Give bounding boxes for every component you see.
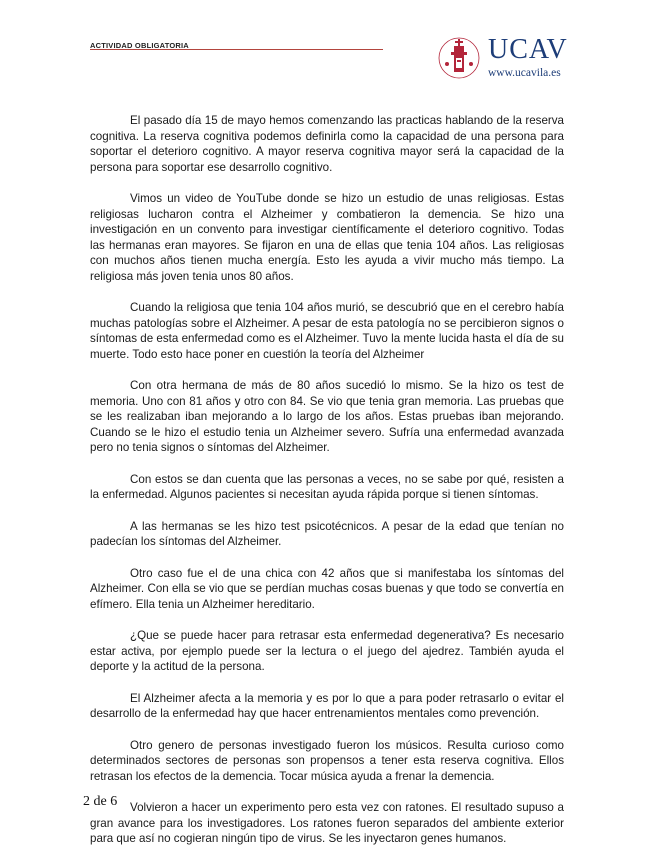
paragraph: Otro caso fue el de una chica con 42 años que si manifestaba los síntomas del Alzheimer. Con ella se vio que se perdían muchas cosas buenas y que todo se convertía en efímero. Ella tenia un Alzheimer hereditario. [90, 566, 564, 611]
paragraph: El pasado día 15 de mayo hemos comenzando las practicas hablando de la reserva cognitiva. La reserva cognitiva podemos definirla como la capacidad de una persona para soportar el deterioro cognitivo. A mayor reserva cognitiva mayor será la capacidad de la persona para soportar ese desarrollo cognitivo. [90, 114, 564, 174]
paragraph: A las hermanas se les hizo test psicotécnicos. A pesar de la edad que tenían no padecían los síntomas del Alzheimer. [90, 519, 564, 548]
paragraph: Volvieron a hacer un experimento pero esta vez con ratones. El resultado supuso a gran avance para los investigadores. Los ratones fueron separados del ambiente exterior para que así no cogieran ningún tipo de virus. Se les inyectaron genes humanos. [90, 801, 564, 845]
university-logo [437, 32, 577, 86]
header-label: ACTIVIDAD OBLIGATORIA [90, 41, 189, 50]
paragraph: ¿Que se puede hacer para retrasar esta enfermedad degenerativa? Es necesario estar activa, por ejemplo puede ser la lectura o el juego del ajedrez. También ayuda el deporte y la actitud de la persona. [90, 629, 564, 673]
logo-url: www.ucavila.es [488, 67, 561, 79]
paragraph: Vimos un video de YouTube donde se hizo un estudio de unas religiosas. Estas religiosas lucharon contra el Alzheimer y combatieron la demencia. Se hizo una investigación en un convento para investigar científicamente el deterioro cognitivo. Todas las hermanas eran mayores. Se fijaron en una de ellas que tenia 104 años. Las religiosas con muchos años tienen mucha energía. Esto les ayuda a vivir mucho más tiempo. La religiosa más joven tenia unos 80 años. [90, 192, 564, 283]
seal-icon [437, 34, 485, 84]
paragraph: El Alzheimer afecta a la memoria y es por lo que a para poder retrasarlo o evitar el desarrollo de la enfermedad hay que hacer entrenamientos mentales como prevención. [90, 691, 564, 720]
document-body [90, 113, 564, 863]
paragraph: Otro genero de personas investigado fueron los músicos. Resulta curioso como determinados sectores de personas son propensos a tener esta reserva cognitiva. Ellos retrasan los efectos de la demencia. Tocar música ayuda a frenar la demencia. [90, 738, 564, 783]
paragraph: Con otra hermana de más de 80 años sucedió lo mismo. Se la hizo os test de memoria. Uno con 81 años y otro con 84. Se vio que tenia gran memoria. Las pruebas que se les realizaban iban mejorando a lo largo de los años. Estas pruebas iban mejorando. Cuando se le hizo el estudio tenia un Alzheimer severo. Sufría una enfermedad avanzada pero no tenia signos o síntomas del Alzheimer. [90, 379, 564, 454]
paragraph: Con estos se dan cuenta que las personas a veces, no se sabe por qué, resisten a la enfermedad. Algunos pacientes si necesitan ayuda rápida porque si tienen síntomas. [90, 472, 564, 501]
page-number: 2 de 6 [83, 794, 118, 809]
logo-name: UCAV [488, 34, 568, 65]
header-rule [90, 49, 383, 50]
paragraph: Cuando la religiosa que tenia 104 años murió, se descubrió que en el cerebro había muchas patologías sobre el Alzheimer. A pesar de esta patología no se percibieron signos o síntomas de esta enfermedad como es el Alzheimer. Tuvo la mente lucida hasta el día de su muerte. Todo esto hace poner en cuestión la teoría del Alzheimer [90, 301, 564, 361]
